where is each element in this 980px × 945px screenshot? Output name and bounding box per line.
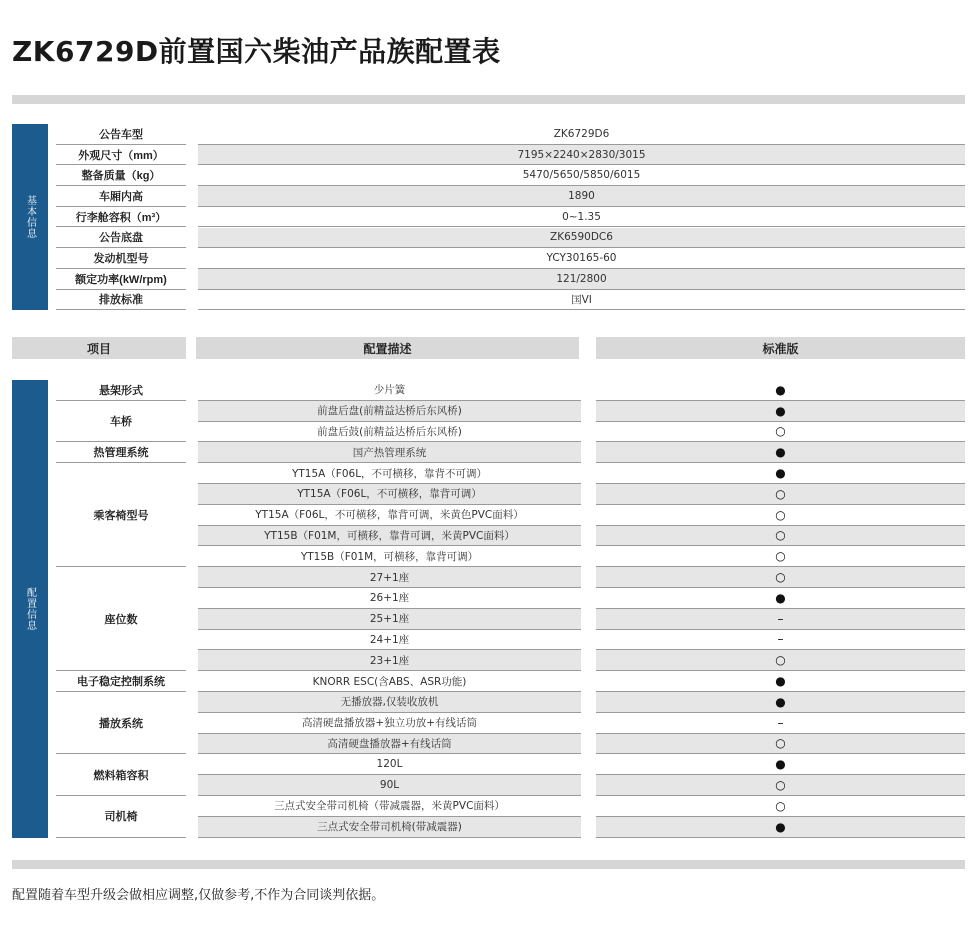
basic-row-label: 排放标准 [56,290,186,311]
config-row-description: 120L [198,754,581,775]
config-row-standard-mark: ○ [596,796,965,817]
config-row-description: 无播放器,仅装收放机 [198,692,581,713]
config-row-description: YT15A（F06L，不可横移，靠背可调） [198,484,581,505]
basic-row-label: 行李舱容积（m³） [56,207,186,228]
config-info-side-text: 配置信息 [24,587,36,631]
basic-row-label: 公告车型 [56,124,186,145]
basic-row-value: ZK6729D6 [198,124,965,145]
basic-row-value: 5470/5650/5850/6015 [198,165,965,186]
basic-row-label: 发动机型号 [56,248,186,269]
config-row-description: 25+1座 [198,609,581,630]
top-divider [12,95,965,104]
config-row-standard-mark: – [596,713,965,734]
config-row-description: YT15A（F06L，不可横移，靠背可调，米黄色PVC面料） [198,505,581,526]
config-row-description: 高清硬盘播放器+有线话筒 [198,734,581,755]
basic-row-value: 121/2800 [198,269,965,290]
bottom-divider [12,860,965,869]
config-row-standard-mark: ● [596,671,965,692]
config-group-label: 车桥 [56,401,186,443]
config-group-label: 座位数 [56,567,186,671]
config-row-description: 前盘后鼓(前精益达桥后东风桥) [198,422,581,443]
header-description: 配置描述 [196,337,579,359]
basic-info-side-text: 基本信息 [24,195,36,239]
config-row-description: 90L [198,775,581,796]
config-row-description: YT15B（F01M，可横移，靠背可调） [198,546,581,567]
footer-note: 配置随着车型升级会做相应调整,仅做参考,不作为合同谈判依据。 [12,888,385,903]
basic-info-side-label [12,124,48,310]
basic-row-value: 0~1.35 [198,207,965,228]
config-row-description: 24+1座 [198,630,581,651]
config-row-description: 少片簧 [198,380,581,401]
config-group-label: 热管理系统 [56,442,186,463]
config-row-standard-mark: ○ [596,546,965,567]
config-row-description: 前盘后盘(前精益达桥后东风桥) [198,401,581,422]
config-row-standard-mark: ○ [596,422,965,443]
config-row-standard-mark: ○ [596,775,965,796]
config-row-standard-mark: ● [596,401,965,422]
config-row-description: YT15B（F01M，可横移，靠背可调，米黄PVC面料） [198,526,581,547]
config-row-standard-mark: ○ [596,484,965,505]
config-row-description: YT15A（F06L，不可横移，靠背不可调） [198,463,581,484]
config-row-standard-mark: ● [596,588,965,609]
basic-row-label: 额定功率(kW/rpm) [56,269,186,290]
config-row-standard-mark: ● [596,380,965,401]
config-group-label: 电子稳定控制系统 [56,671,186,692]
config-row-standard-mark: ○ [596,505,965,526]
config-group-label: 播放系统 [56,692,186,754]
config-row-standard-mark: ● [596,817,965,838]
config-row-standard-mark: ● [596,442,965,463]
config-row-standard-mark: ● [596,463,965,484]
config-row-standard-mark: ○ [596,734,965,755]
config-row-standard-mark: ○ [596,526,965,547]
config-row-standard-mark: ● [596,754,965,775]
basic-row-value: ZK6590DC6 [198,228,965,249]
config-row-standard-mark: ● [596,692,965,713]
config-row-description: 27+1座 [198,567,581,588]
basic-row-label: 外观尺寸（mm） [56,145,186,166]
page-title: ZK6729D前置国六柴油产品族配置表 [12,35,501,68]
config-row-standard-mark: ○ [596,567,965,588]
basic-row-value: 1890 [198,186,965,207]
header-standard: 标准版 [596,337,965,359]
basic-row-label: 车厢内高 [56,186,186,207]
config-info-side-label [12,380,48,838]
config-group-label: 司机椅 [56,796,186,838]
config-row-description: 26+1座 [198,588,581,609]
config-row-standard-mark: – [596,609,965,630]
config-row-description: 高清硬盘播放器+独立功放+有线话筒 [198,713,581,734]
config-row-description: 国产热管理系统 [198,442,581,463]
config-group-label: 燃料箱容积 [56,754,186,796]
config-row-standard-mark: ○ [596,650,965,671]
config-group-label: 悬架形式 [56,380,186,401]
basic-row-value: 国VI [198,290,965,311]
config-row-description: 23+1座 [198,650,581,671]
config-row-description: KNORR ESC(含ABS、ASR功能) [198,671,581,692]
basic-row-value: YCY30165-60 [198,248,965,269]
config-row-standard-mark: – [596,630,965,651]
header-item: 项目 [12,337,186,359]
basic-row-label: 整备质量（kg） [56,165,186,186]
basic-row-label: 公告底盘 [56,228,186,249]
basic-row-value: 7195×2240×2830/3015 [198,145,965,166]
config-row-description: 三点式安全带司机椅(带减震器) [198,817,581,838]
config-group-label: 乘客椅型号 [56,463,186,567]
config-row-description: 三点式安全带司机椅（带减震器，米黄PVC面料） [198,796,581,817]
